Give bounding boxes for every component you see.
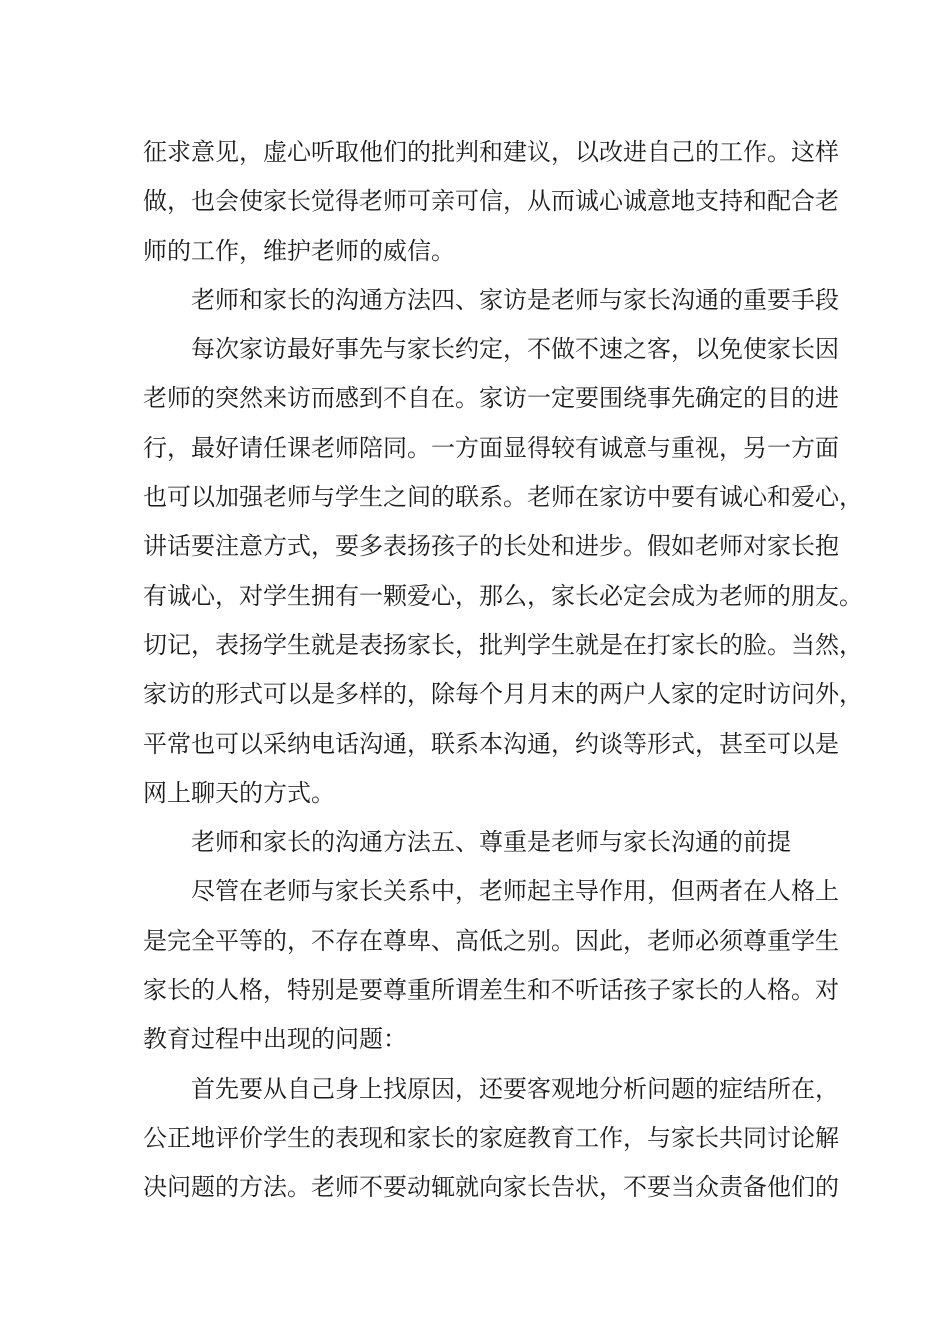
text-line: 讲话要注意方式，要多表扬孩子的长处和进步。假如老师对家长抱 — [143, 532, 839, 561]
text-line: 决问题的方法。老师不要动辄就向家长告状，不要当众责备他们的 — [143, 1173, 839, 1202]
text-line: 也可以加强老师与学生之间的联系。老师在家访中要有诚心和爱心， — [143, 483, 863, 512]
text-line: 老师的突然来访而感到不自在。家访一定要围绕事先确定的目的进 — [143, 384, 839, 413]
text-line: 平常也可以采纳电话沟通，联系本沟通，约谈等形式，甚至可以是 — [143, 729, 839, 758]
document-body — [143, 128, 863, 1213]
text-line: 切记，表扬学生就是表扬家长，批判学生就是在打家长的脸。当然， — [143, 630, 863, 659]
text-line: 师的工作，维护老师的威信。 — [143, 236, 455, 265]
text-line: 是完全平等的，不存在尊卑、高低之别。因此，老师必须尊重学生 — [143, 926, 839, 955]
text-line: 做，也会使家长觉得老师可亲可信，从而诚心诚意地支持和配合老 — [143, 187, 839, 216]
text-line: 网上聊天的方式。 — [143, 778, 335, 807]
text-line: 公正地评价学生的表现和家长的家庭教育工作，与家长共同讨论解 — [143, 1123, 839, 1152]
text-line: 征求意见，虚心听取他们的批判和建议，以改进自己的工作。这样 — [143, 138, 839, 166]
text-line: 有诚心，对学生拥有一颗爱心，那么，家长必定会成为老师的朋友。 — [143, 581, 863, 610]
text-line: 首先要从自己身上找原因，还要客观地分析问题的症结所在， — [191, 1074, 839, 1103]
text-line: 家长的人格，特别是要尊重所谓差生和不听话孩子家长的人格。对 — [143, 976, 839, 1005]
text-line: 每次家访最好事先与家长约定，不做不速之客，以免使家长因 — [191, 335, 839, 364]
section-heading: 老师和家长的沟通方法五、尊重是老师与家长沟通的前提 — [191, 828, 791, 857]
text-line: 行，最好请任课老师陪同。一方面显得较有诚意与重视，另一方面 — [143, 433, 839, 462]
section-heading: 老师和家长的沟通方法四、家访是老师与家长沟通的重要手段 — [191, 285, 839, 314]
text-line: 教育过程中出现的问题： — [143, 1025, 407, 1054]
text-line: 尽管在老师与家长关系中，老师起主导作用，但两者在人格上 — [191, 877, 839, 906]
text-line: 家访的形式可以是多样的，除每个月月末的两户人家的定时访问外， — [143, 680, 863, 709]
